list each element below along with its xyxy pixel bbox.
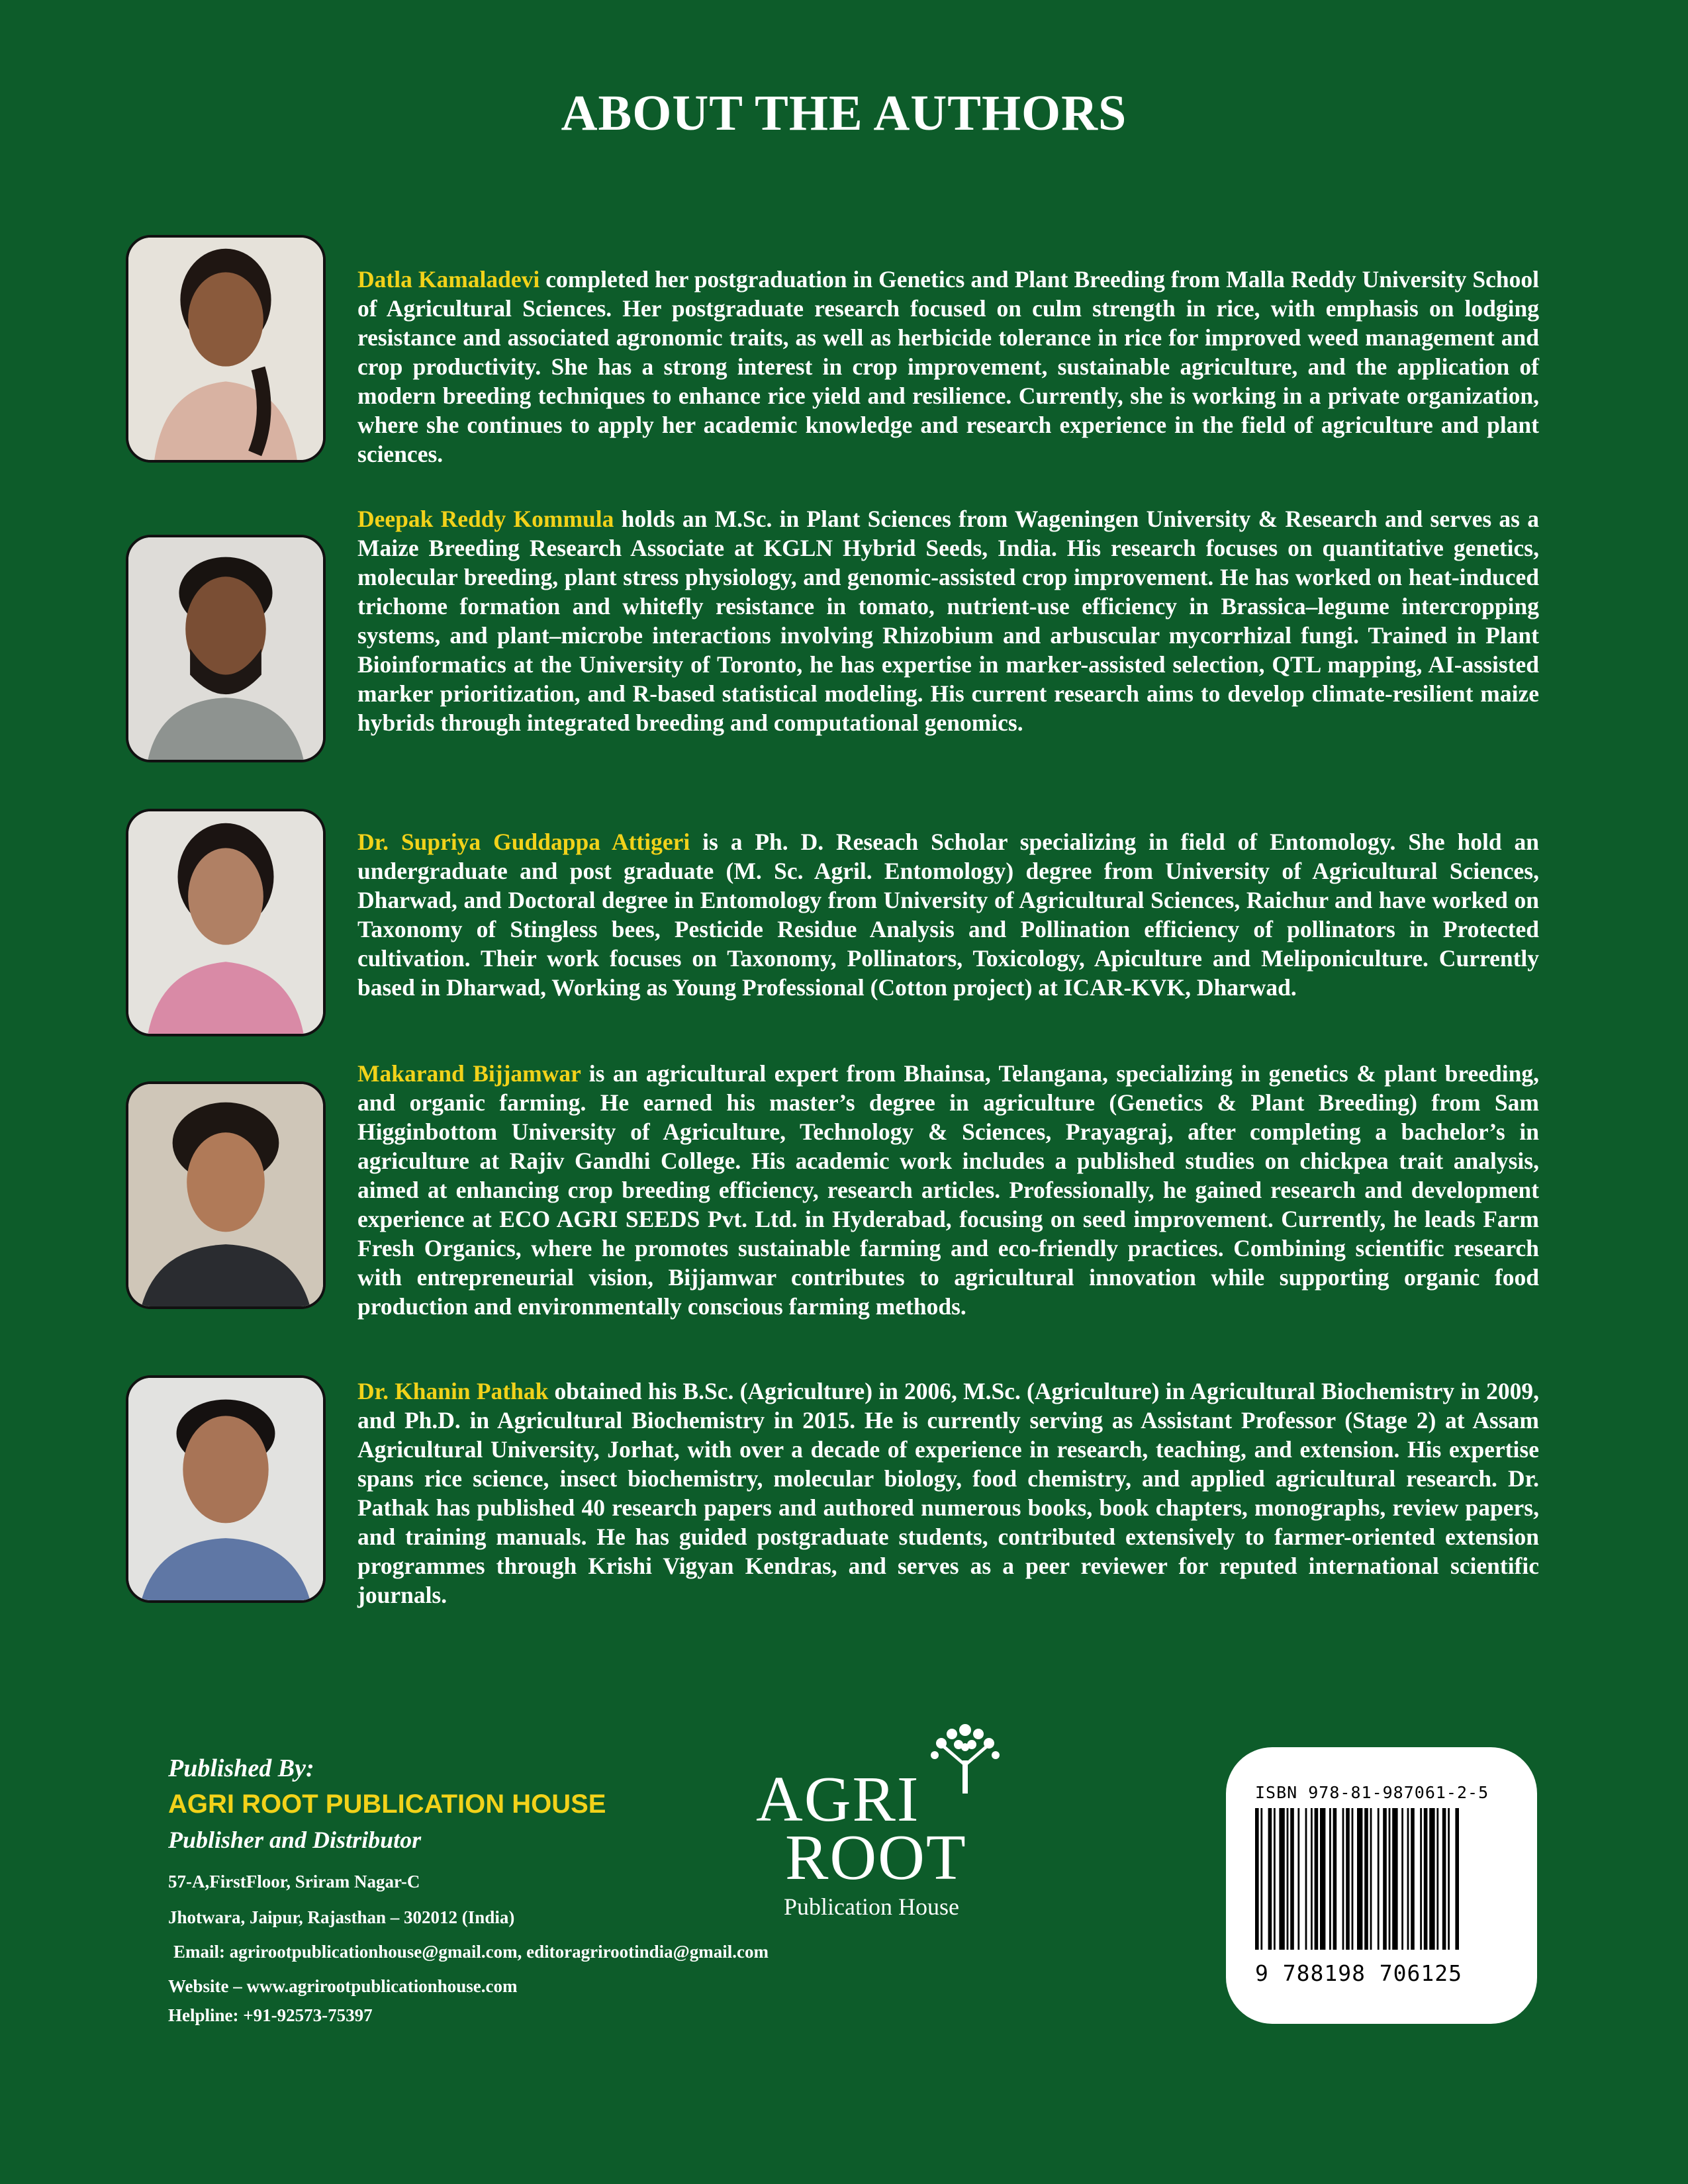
author-name: Datla Kamaladevi	[357, 266, 540, 293]
author-photo	[126, 235, 326, 463]
barcode-bar	[1352, 1808, 1354, 1950]
barcode-bar	[1378, 1808, 1380, 1950]
author-photo	[126, 1081, 326, 1309]
barcode-bar	[1436, 1808, 1438, 1950]
published-by-label: Published By:	[168, 1754, 314, 1782]
author-name: Deepak Reddy Kommula	[357, 506, 614, 532]
barcode-bar	[1411, 1808, 1415, 1950]
publisher-role: Publisher and Distributor	[168, 1827, 422, 1853]
barcode-bar	[1287, 1808, 1289, 1950]
author-name: Makarand Bijjamwar	[357, 1060, 581, 1087]
barcode-bar	[1260, 1808, 1262, 1950]
logo-text-root: ROOT	[785, 1822, 967, 1893]
tree-icon	[925, 1721, 1005, 1794]
barcode-bar	[1333, 1808, 1337, 1950]
barcode-bar	[1383, 1808, 1387, 1950]
barcode-bar	[1442, 1808, 1446, 1950]
barcode-bar	[1392, 1808, 1397, 1950]
barcode-bar	[1329, 1808, 1331, 1950]
barcode-bar	[1455, 1808, 1459, 1950]
publisher-email: Email: agrirootpublicationhouse@gmail.com, editoragrirootindia@gmail.com	[173, 1942, 769, 1962]
barcode-bar	[1315, 1808, 1319, 1950]
author-bio: Makarand Bijjamwar is an agricultural expert from Bhainsa, Telangana, specializing in genetics & plant breeding, and organic farming. He earned his master’s degree in agriculture (Genetics & Plant Breeding) from Sam Higginbottom University of Agriculture, Technology & Sciences, Prayagraj, after completing a bachelor’s in agriculture at Rajiv Gandhi College. His academic work includes a published studies on chickpea trait analysis, aimed at enhancing crop breeding efficiency, research articles. Professionally, he gained research and development experience at ECO AGRI SEEDS Pvt. Ltd. in Hyderabad, focusing on seed improvement. Currently, he leads Farm Fresh Organics, where he promotes sustainable farming and eco-friendly practices. Combining scientific research with entrepreneurial vision, Bijjamwar contributes to agricultural innovation while supporting organic food production and environmentally conscious farming methods.	[357, 1060, 1539, 1320]
barcode-bar	[1407, 1808, 1409, 1950]
barcode-bar	[1279, 1808, 1284, 1950]
barcode-bar	[1305, 1808, 1307, 1950]
author-name: Dr. Khanin Pathak	[357, 1378, 549, 1404]
logo-subtitle: Publication House	[784, 1893, 959, 1920]
barcode-bar	[1268, 1808, 1272, 1950]
logo-text-agri: AGRI	[756, 1764, 920, 1835]
barcode-bar	[1364, 1808, 1368, 1950]
page-title: ABOUT THE AUTHORS	[561, 85, 1127, 141]
barcode-bar	[1401, 1808, 1403, 1950]
isbn-barcode	[1226, 1747, 1537, 2024]
barcode-bar	[1424, 1808, 1428, 1950]
barcode-bar	[1346, 1808, 1350, 1950]
author-photo	[126, 1375, 326, 1603]
barcode-bar	[1448, 1808, 1450, 1950]
barcode-bar	[1255, 1808, 1259, 1950]
barcode-bar	[1297, 1808, 1299, 1950]
barcode-bars	[1255, 1808, 1508, 1950]
barcode-bar	[1342, 1808, 1344, 1950]
barcode-bar	[1357, 1808, 1362, 1950]
barcode-bar	[1311, 1808, 1313, 1950]
author-bio: Dr. Khanin Pathak obtained his B.Sc. (Agriculture) in 2006, M.Sc. (Agriculture) in Agricultural Biochemistry in 2009, and Ph.D. in Agricultural Biochemistry in 2015. He is currently serving as Assistant Professor (Stage 2) at Assam Agricultural University, Jorhat, with over a decade of experience in research, teaching, and extension. His expertise spans rice science, insect biochemistry, molecular biology, food chemistry, and applied agricultural research. Dr. Pathak has published 40 research papers and authored numerous books, book chapters, monographs, review papers, and training manuals. He has guided postgraduate students, contributed extensively to farmer-oriented extension programmes through Krishi Vigyan Kendras, and serves as a peer reviewer for reputed international scientific journals.	[357, 1378, 1539, 1608]
author-bio: Dr. Supriya Guddappa Attigeri is a Ph. D. Reseach Scholar specializing in field of Entomology. She hold an undergraduate and post graduate (M. Sc. Agril. Entomology) degree from University of Agricultural Sciences, Dharwad, and Doctoral degree in Entomology from University of Agricultural Sciences, Raichur and have worked on Taxonomy of Stingless bees, Pesticide Residue Analysis and Pollination efficiency of pollinators in Protected cultivation. Their work focuses on Taxonomy, Pollinators, Toxicology, Apiculture and Meliponiculture. Currently based in Dharwad, Working as Young Professional (Cotton project) at ICAR-KVK, Dharwad.	[357, 829, 1539, 1001]
barcode-bar	[1429, 1808, 1434, 1950]
author-name: Dr. Supriya Guddappa Attigeri	[357, 829, 690, 855]
publisher-address-line-2: Jhotwara, Jaipur, Rajasthan – 302012 (India)	[168, 1907, 515, 1927]
publisher-website: Website – www.agrirootpublicationhouse.com	[168, 1976, 518, 1996]
barcode-bar	[1420, 1808, 1422, 1950]
isbn-number: ISBN 978-81-987061-2-5	[1255, 1783, 1489, 1802]
author-bio: Deepak Reddy Kommula holds an M.Sc. in Plant Sciences from Wageningen University & Research and serves as a Maize Breeding Research Associate at KGLN Hybrid Seeds, India. His research focuses on quantitative genetics, molecular breeding, plant stress physiology, and genomic-assisted crop improvement. He has worked on heat-induced trichome formation and whitefly resistance in tomato, nutrient-use efficiency in Brassica–legume intercropping systems, and plant–microbe interactions involving Rhizobium and arbuscular mycorrhizal fungi. Trained in Plant Bioinformatics at the University of Toronto, he has expertise in marker-assisted selection, QTL mapping, AI-assisted marker prioritization, and R-based statistical modeling. His current research aims to develop climate-resilient maize hybrids through integrated breeding and computational genomics.	[357, 506, 1539, 736]
barcode-bar	[1320, 1808, 1325, 1950]
author-photo	[126, 809, 326, 1036]
publisher-name: AGRI ROOT PUBLICATION HOUSE	[168, 1790, 606, 1819]
ean-digits: 9 788198 706125	[1255, 1960, 1463, 1986]
publisher-logo	[741, 1707, 1006, 1920]
barcode-bar	[1370, 1808, 1372, 1950]
publisher-helpline: Helpline: +91-92573-75397	[168, 2005, 373, 2025]
author-bio: Datla Kamaladevi completed her postgraduation in Genetics and Plant Breeding from Malla Reddy University School of Agricultural Sciences. Her postgraduate research focused on culm strength in rice, with emphasis on lodging resistance and associated agronomic traits, as well as herbicide tolerance in rice for improved weed management and crop productivity. She has a strong interest in crop improvement, sustainable agriculture, and the application of modern breeding techniques to enhance rice yield and resilience. Currently, she is working in a private organization, where she continues to apply her academic knowledge and research experience in the field of agriculture and plant sciences.	[357, 266, 1540, 467]
author-photo	[126, 535, 326, 762]
publisher-address-line-1: 57-A,FirstFloor, Sriram Nagar-C	[168, 1872, 420, 1891]
barcode-bar	[1290, 1808, 1294, 1950]
barcode-bar	[1389, 1808, 1391, 1950]
barcode-bar	[1274, 1808, 1276, 1950]
